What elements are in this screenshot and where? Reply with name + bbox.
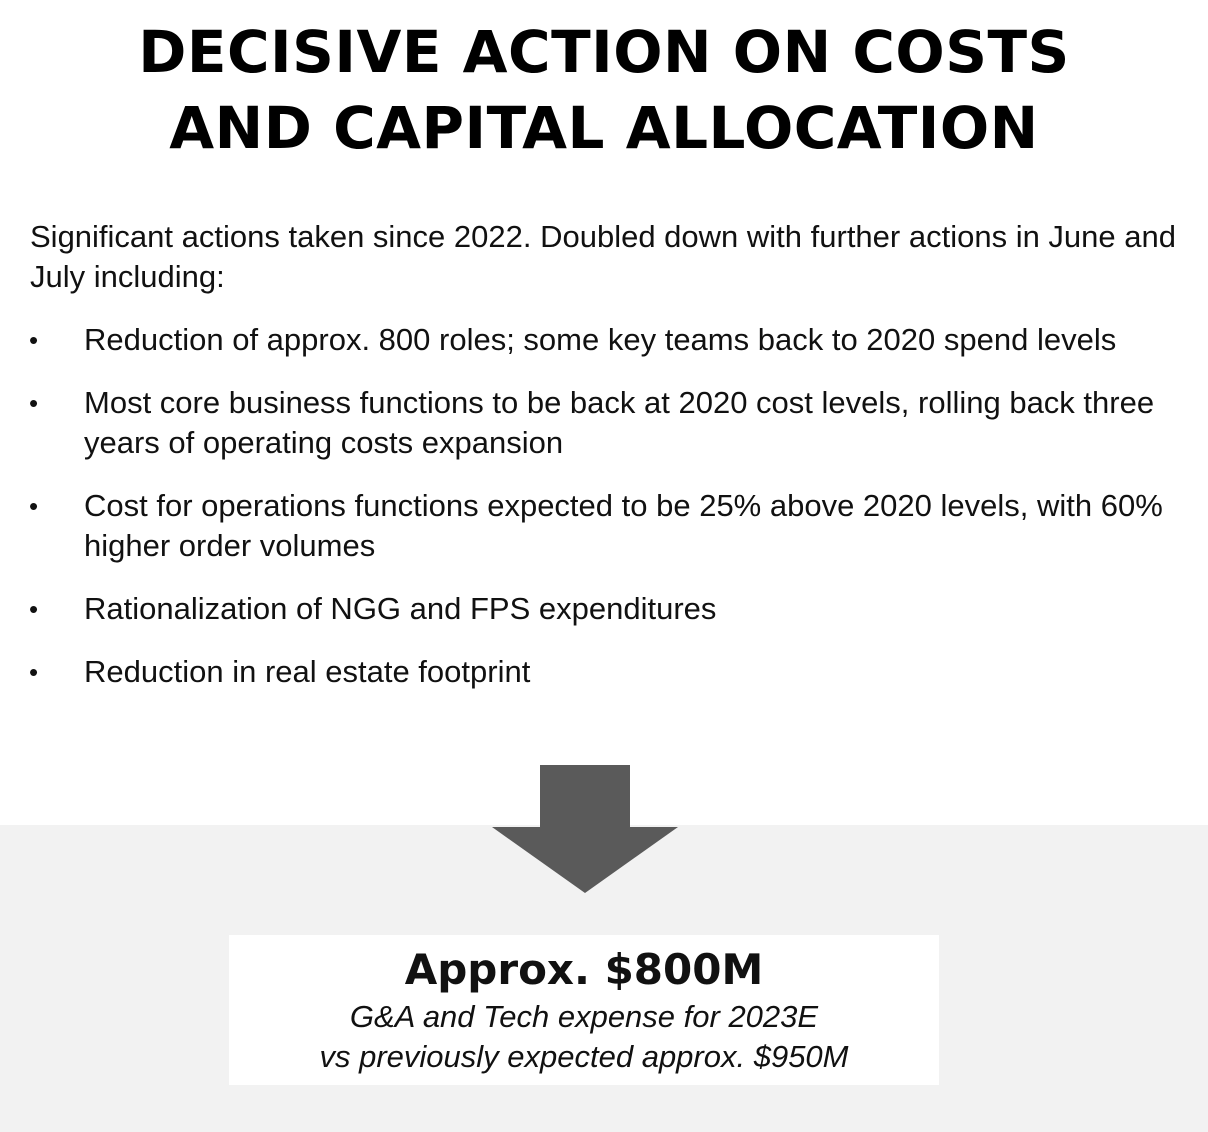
result-subtitle-line-2: vs previously expected approx. $950M [319,1039,849,1074]
action-list-item [0,383,1174,463]
result-headline: Approx. $800M [404,945,764,994]
down-arrow-icon [490,765,680,895]
action-list-item-text: Rationalization of NGG and FPS expenditures [84,591,717,626]
bullet-icon: • [29,388,39,418]
action-list-item-text: Cost for operations functions expected to be 25% above 2020 levels, with 60% higher order volumes [84,488,1163,563]
bullet-icon: • [29,657,39,687]
action-list-item [0,652,1174,692]
bullet-icon: • [29,325,39,355]
action-list-item-text: Most core business functions to be back at 2020 cost levels, rolling back three years of operating costs expansion [84,385,1155,460]
page-title-line-1: DECISIVE ACTION ON COSTS [138,18,1070,86]
bullet-icon: • [29,491,39,521]
result-box [229,935,939,1085]
action-list [0,320,1208,715]
action-list-item-text: Reduction in real estate footprint [84,654,531,689]
page-title-line-2: AND CAPITAL ALLOCATION [169,94,1039,162]
action-list-item [0,486,1174,566]
result-subtitle-line-1: G&A and Tech expense for 2023E [349,999,819,1034]
down-arrow-shape [492,765,678,893]
bullet-icon: • [29,594,39,624]
page-title [0,14,1208,166]
action-list-item [0,320,1174,360]
action-list-item-text: Reduction of approx. 800 roles; some key teams back to 2020 spend levels [84,322,1117,357]
action-list-item [0,589,1174,629]
intro-text: Significant actions taken since 2022. Doubled down with further actions in June and July including: [30,219,1176,294]
